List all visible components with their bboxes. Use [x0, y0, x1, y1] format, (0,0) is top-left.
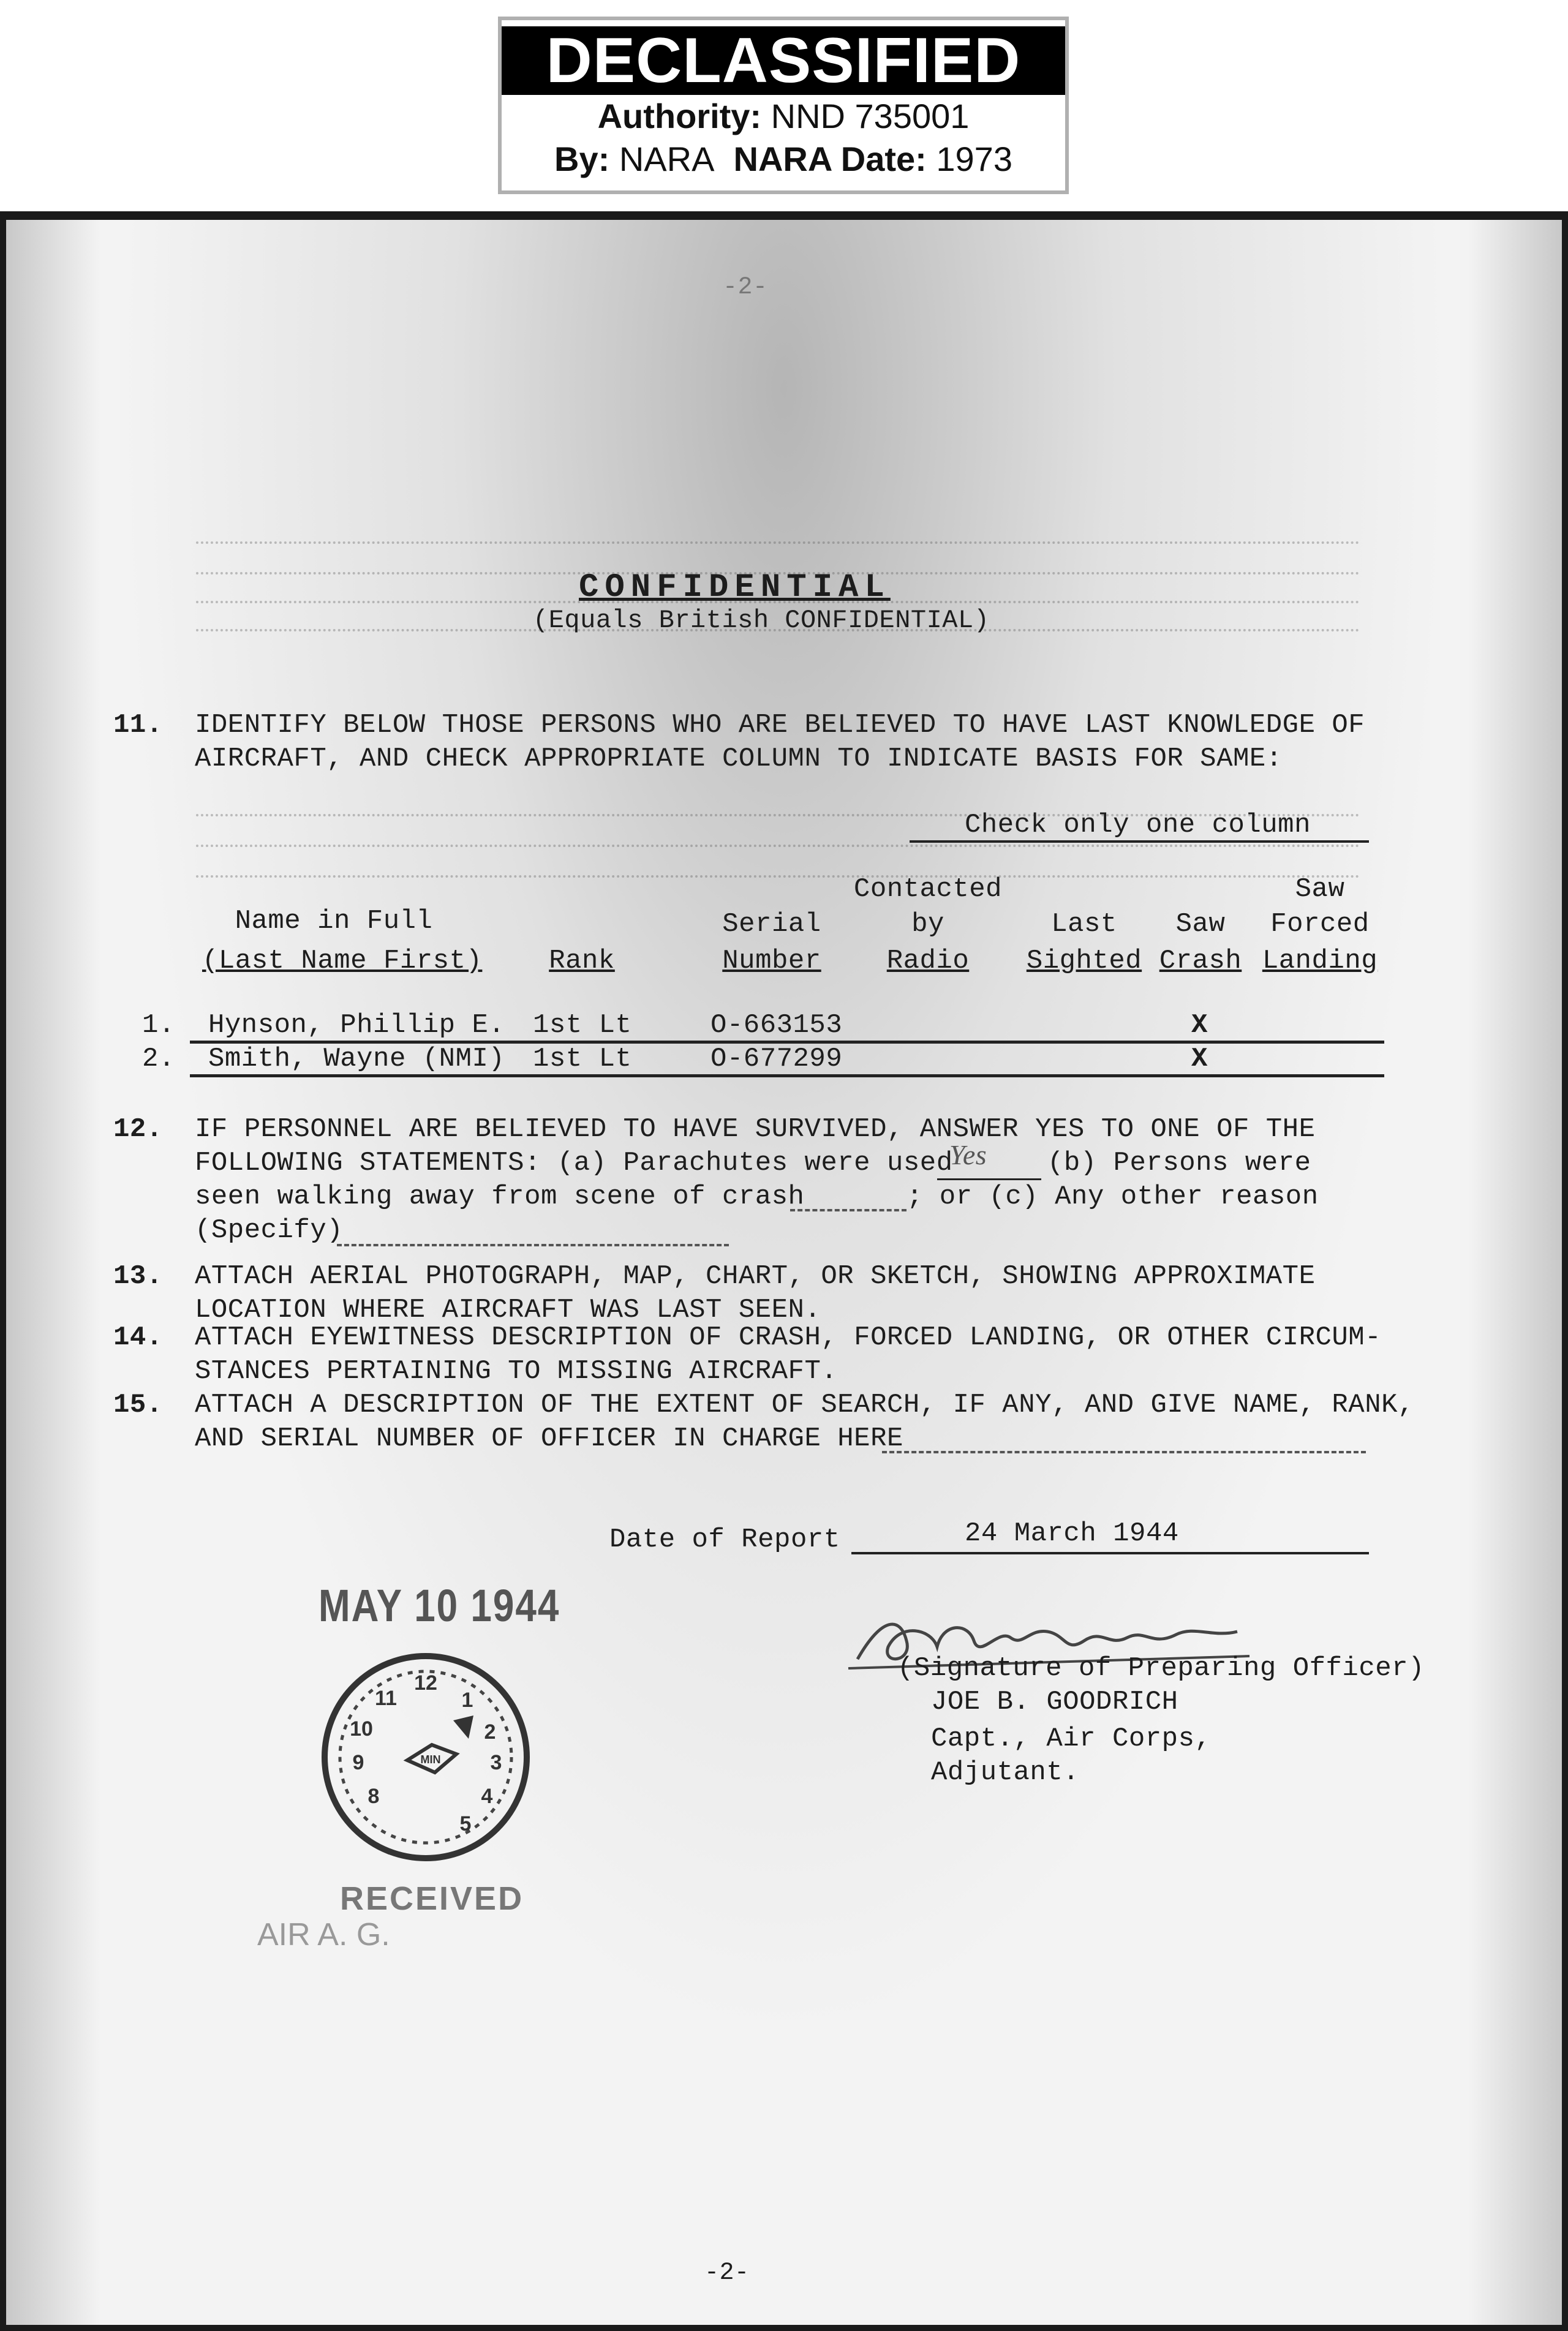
- svg-text:5: 5: [459, 1812, 472, 1836]
- page-number: -2-: [704, 2259, 750, 2287]
- col-radio-header-2: by: [911, 909, 944, 940]
- officer-title-1: Capt., Air Corps,: [931, 1723, 1212, 1754]
- svg-text:9: 9: [352, 1751, 364, 1774]
- item-11-line-2: AIRCRAFT, AND CHECK APPROPRIATE COLUMN TO INDICATE BASIS FOR SAME:: [195, 744, 1283, 774]
- svg-text:2: 2: [484, 1720, 496, 1744]
- item-12-number: 12.: [113, 1114, 163, 1145]
- item-11-number: 11.: [113, 710, 163, 740]
- received-date-stamp: MAY 10 1944: [318, 1581, 560, 1632]
- check-note-underline: [910, 840, 1369, 843]
- authority-label: Authority:: [597, 97, 762, 135]
- bleed-through-line: [196, 845, 1360, 847]
- col-sighted-header-1: Last: [1051, 909, 1117, 940]
- date-of-report-value: 24 March 1944: [965, 1518, 1179, 1549]
- item-15-blank: [882, 1451, 1366, 1453]
- check-only-one-column: Check only one column: [965, 810, 1311, 840]
- item-15-number: 15.: [113, 1390, 163, 1420]
- svg-text:MIN: MIN: [420, 1753, 441, 1766]
- col-radio-header-3: Radio: [886, 946, 970, 976]
- date-underline: [851, 1552, 1369, 1554]
- row-2-number: 2.: [142, 1044, 175, 1074]
- svg-text:8: 8: [368, 1785, 380, 1808]
- item-15-line-2: AND SERIAL NUMBER OF OFFICER IN CHARGE HERE: [195, 1423, 903, 1454]
- row-2-rank: 1st Lt: [533, 1044, 632, 1074]
- col-crash-header-2: Crash: [1159, 946, 1242, 976]
- col-forced-header-3: Landing: [1262, 946, 1378, 976]
- by-label: By:: [554, 140, 610, 178]
- item-15-line-1: ATTACH A DESCRIPTION OF THE EXTENT OF SEARCH, IF ANY, AND GIVE NAME, RANK,: [195, 1390, 1414, 1420]
- col-radio-header-1: Contacted: [853, 874, 1003, 905]
- item-13-number: 13.: [113, 1261, 163, 1292]
- item-12-answer-a: Yes: [949, 1139, 987, 1170]
- clock-stamp-icon: [315, 1647, 536, 1867]
- nara-date-label: NARA Date:: [733, 140, 927, 178]
- svg-text:1: 1: [461, 1689, 473, 1712]
- scanned-document: [0, 211, 1568, 2331]
- item-12-b-blank: [790, 1209, 907, 1211]
- col-name-header-2: (Last Name First): [202, 946, 483, 976]
- stamp-office-text: AIR A. G.: [257, 1917, 390, 1953]
- signature-caption: (Signature of Preparing Officer): [897, 1653, 1425, 1684]
- svg-text:4: 4: [481, 1785, 493, 1808]
- item-12-line-3a: seen walking away from scene of crash: [195, 1181, 805, 1212]
- item-12-line-2a: FOLLOWING STATEMENTS: (a) Parachutes were used: [195, 1148, 953, 1178]
- col-serial-header-2: Number: [722, 946, 821, 976]
- item-12-specify-blank: [337, 1244, 729, 1246]
- item-12-answer-a-underline: [937, 1178, 1041, 1180]
- col-serial-header-1: Serial: [722, 909, 821, 940]
- col-sighted-header-2: Sighted: [1026, 946, 1142, 976]
- svg-text:3: 3: [490, 1751, 502, 1774]
- officer-title-2: Adjutant.: [931, 1757, 1080, 1788]
- row-2-serial: O-677299: [710, 1044, 843, 1074]
- item-14-line-1: ATTACH EYEWITNESS DESCRIPTION OF CRASH, FORCED LANDING, OR OTHER CIRCUM-: [195, 1322, 1382, 1353]
- item-13-line-1: ATTACH AERIAL PHOTOGRAPH, MAP, CHART, OR SKETCH, SHOWING APPROXIMATE: [195, 1261, 1316, 1292]
- top-page-mark: -2-: [723, 274, 768, 301]
- item-13-line-2: LOCATION WHERE AIRCRAFT WAS LAST SEEN.: [195, 1295, 821, 1325]
- col-forced-header-2: Forced: [1270, 909, 1370, 940]
- item-14-number: 14.: [113, 1322, 163, 1353]
- officer-name: JOE B. GOODRICH: [931, 1687, 1178, 1717]
- banner-title: DECLASSIFIED: [502, 26, 1065, 95]
- nara-date-value: 1973: [936, 140, 1012, 178]
- row-1-serial: O-663153: [710, 1010, 843, 1041]
- classification-note: (Equals British CONFIDENTIAL): [533, 606, 990, 635]
- banner-authority: [502, 95, 1065, 138]
- item-12-line-2b: (b) Persons were: [1047, 1148, 1311, 1178]
- date-of-report-label: Date of Report: [609, 1524, 840, 1555]
- item-12-line-4: (Specify): [195, 1215, 344, 1246]
- item-12-line-1: IF PERSONNEL ARE BELIEVED TO HAVE SURVIVED, ANSWER YES TO ONE OF THE: [195, 1114, 1316, 1145]
- item-12-line-3b: ; or (c) Any other reason: [907, 1181, 1319, 1212]
- col-rank-header: Rank: [549, 946, 615, 976]
- received-stamp-text: RECEIVED: [340, 1880, 524, 1917]
- row-2-saw-crash-mark: X: [1191, 1044, 1208, 1074]
- classification-heading: CONFIDENTIAL: [579, 569, 891, 606]
- item-14-line-2: STANCES PERTAINING TO MISSING AIRCRAFT.: [195, 1356, 838, 1387]
- item-11-line-1: IDENTIFY BELOW THOSE PERSONS WHO ARE BELIEVED TO HAVE LAST KNOWLEDGE OF: [195, 710, 1365, 740]
- row-1-rank: 1st Lt: [533, 1010, 632, 1041]
- row-1-name: Hynson, Phillip E.: [208, 1010, 505, 1041]
- bleed-through-line: [196, 875, 1360, 878]
- svg-text:11: 11: [375, 1687, 397, 1710]
- authority-value: NND 735001: [771, 97, 970, 135]
- col-forced-header-1: Saw: [1295, 874, 1345, 905]
- declassified-banner: [498, 17, 1069, 194]
- row-1-saw-crash-mark: X: [1191, 1010, 1208, 1041]
- svg-text:10: 10: [350, 1717, 373, 1741]
- bleed-through-line: [196, 541, 1360, 544]
- row-2-name: Smith, Wayne (NMI): [208, 1044, 505, 1074]
- col-crash-header-1: Saw: [1175, 909, 1226, 940]
- col-name-header-1: Name in Full: [235, 906, 433, 936]
- by-value: NARA: [619, 140, 715, 178]
- banner-by-date: [502, 138, 1065, 181]
- row-1-number: 1.: [142, 1010, 175, 1041]
- svg-text:12: 12: [414, 1671, 437, 1695]
- row-2-line: [190, 1074, 1384, 1077]
